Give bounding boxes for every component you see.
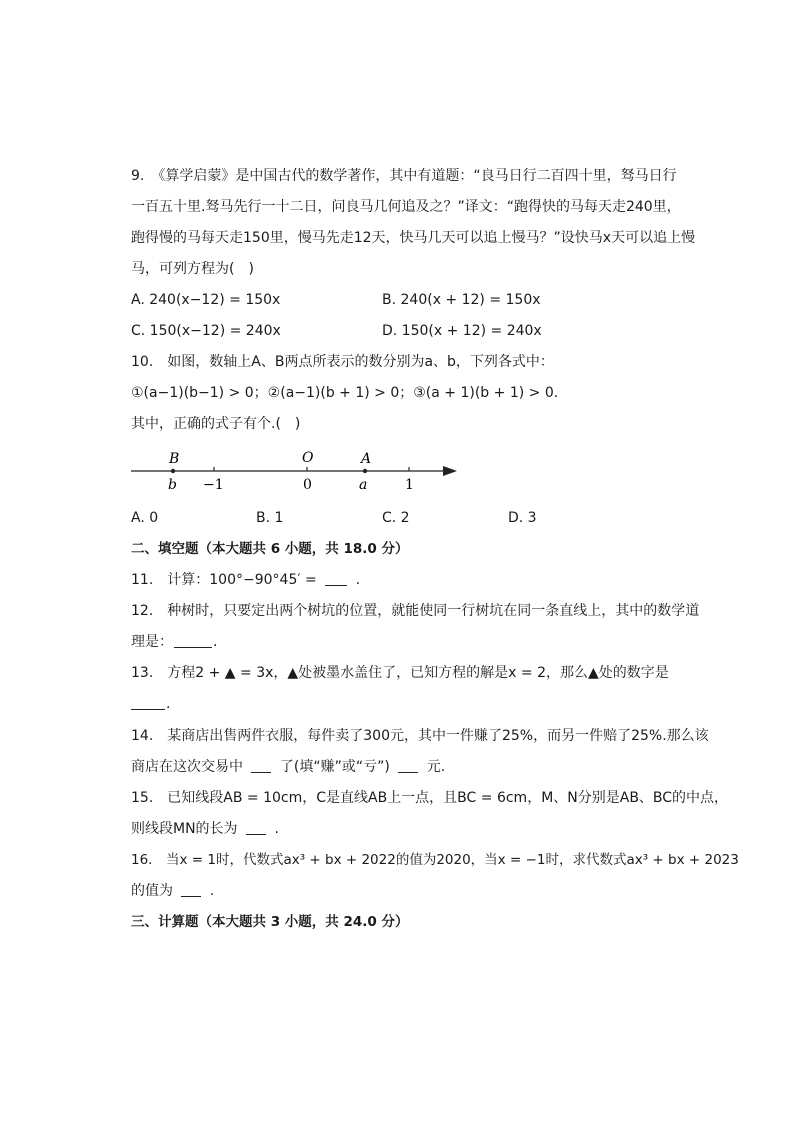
label-b-value: b [168, 477, 177, 493]
section-fill-in-title: 二、填空题（本大题共 6 小题，共 18.0 分） [131, 541, 409, 557]
q12-answer-blank[interactable] [174, 633, 212, 648]
q9-line4: 马，可列方程为( ) [131, 261, 254, 277]
label-minus-one: −1 [203, 477, 224, 493]
q9-option-a: A. 240(x−12) = 150x [131, 292, 281, 308]
q16-end: . [205, 883, 215, 899]
label-a-value: a [359, 477, 368, 493]
q14-text-b: 了(填“赚”或“亏”) [275, 759, 395, 775]
q15-line2 [131, 819, 279, 839]
label-o-origin: O [302, 450, 314, 466]
label-one: 1 [405, 477, 414, 493]
q16-line1: 16. 当x = 1时，代数式ax³ + bx + 2022的值为2020，当x = −1时，求代数式ax³ + bx + 2023 [131, 852, 739, 868]
q12-line2 [131, 632, 217, 652]
number-line-figure [125, 446, 465, 496]
q14-answer-blank-2[interactable] [398, 758, 418, 773]
q9-option-c: C. 150(x−12) = 240x [131, 323, 281, 339]
q15-text: 则线段MN的长为 [131, 821, 243, 837]
point-a [363, 469, 367, 473]
q14-line2 [131, 757, 445, 777]
q16-line2 [131, 881, 214, 901]
q12-line1: 12. 种树时，只要定出两个树坑的位置，就能使同一行树坑在同一条直线上，其中的数学道 [131, 603, 700, 619]
q9-line2: 一百五十里.驽马先行一十二日，问良马几何追及之？”译文：“跑得快的马每天走240里， [131, 199, 681, 215]
q14-text-c: 元. [422, 759, 446, 775]
point-b [171, 469, 175, 473]
q10-line1: 10. 如图，数轴上A、B两点所表示的数分别为a、b，下列各式中： [131, 354, 554, 370]
q15-end: . [270, 821, 279, 837]
q13-line1: 13. 方程2 + ▲ = 3x，▲处被墨水盖住了，已知方程的解是x = 2，那么▲处的数字是 [131, 665, 669, 681]
q11-end: . [351, 572, 361, 588]
q12-end: . [213, 634, 218, 650]
q14-text-a: 商店在这次交易中 [131, 759, 248, 775]
number-line-arrow [443, 466, 457, 476]
q10-line2: ①(a−1)(b−1) > 0；②(a−1)(b + 1) > 0；③(a + 1)(b + 1) > 0. [131, 385, 559, 401]
q15-line1: 15. 已知线段AB = 10cm，C是直线AB上一点，且BC = 6cm，M、N分别是AB、BC的中点， [131, 790, 729, 806]
q16-answer-blank[interactable] [181, 882, 201, 897]
q14-answer-blank-1[interactable] [251, 758, 271, 773]
section-calculation-title: 三、计算题（本大题共 3 小题，共 24.0 分） [131, 914, 409, 930]
q10-option-b: B. 1 [256, 510, 284, 526]
label-a-point: A [361, 451, 372, 467]
q14-line1: 14. 某商店出售两件衣服，每件卖了300元，其中一件赚了25%，而另一件赔了25%.那么该 [131, 728, 709, 744]
q16-text: 的值为 [131, 883, 178, 899]
q12-text: 理是： [131, 634, 173, 650]
label-b-point: B [169, 451, 180, 467]
q10-option-c: C. 2 [382, 510, 410, 526]
q9-option-b: B. 240(x + 12) = 150x [382, 292, 541, 308]
q15-answer-blank[interactable] [246, 820, 266, 835]
q13-answer-blank[interactable] [131, 695, 165, 710]
q13-end: . [166, 696, 171, 712]
q10-option-a: A. 0 [131, 510, 159, 526]
q11-text: 11. 计算：100°−90°45′ = [131, 572, 322, 588]
q9-line3: 跑得慢的马每天走150里，慢马先走12天，快马几天可以追上慢马？”设快马x天可以追上慢 [131, 230, 696, 246]
q9-line1: 9. 《算学启蒙》是中国古代的数学著作，其中有道题：“良马日行二百四十里，驽马日行 [131, 168, 677, 184]
q11 [131, 570, 360, 590]
q9-option-d: D. 150(x + 12) = 240x [382, 323, 542, 339]
q11-answer-blank[interactable] [325, 571, 347, 586]
q10-option-d: D. 3 [508, 510, 537, 526]
q10-line3: 其中，正确的式子有个.( ) [131, 416, 301, 432]
label-zero: 0 [303, 477, 312, 493]
q13-line2 [131, 694, 170, 714]
